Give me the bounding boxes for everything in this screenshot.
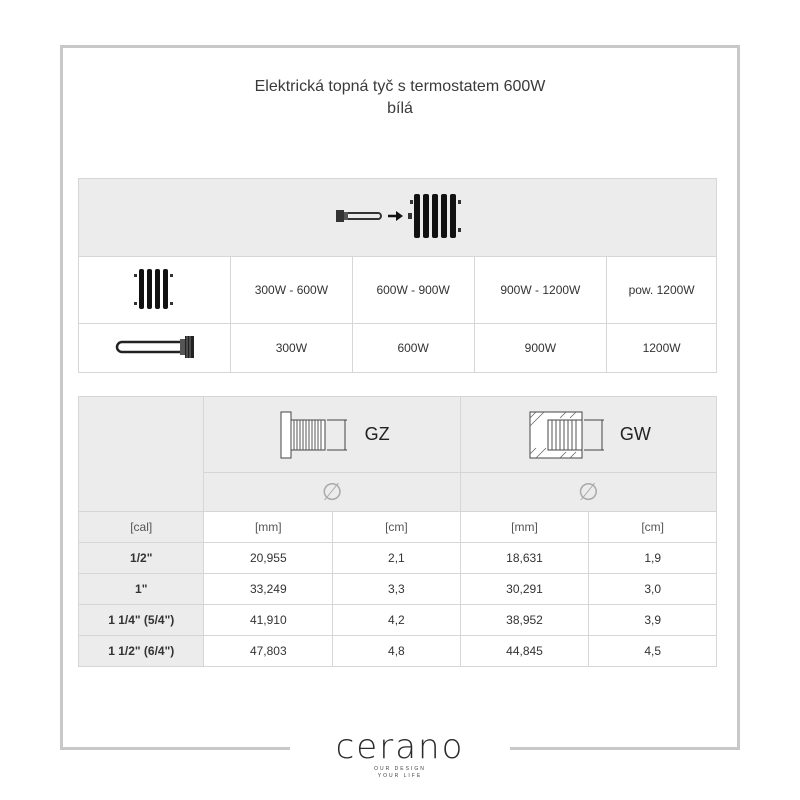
heater-power-3: 900W [474,324,607,373]
thread-table-corner [79,397,204,512]
radiator-icon-cell [79,257,231,324]
gz-mm-value: 47,803 [204,636,333,667]
row-size: 1" [79,574,204,605]
gz-mm-value: 33,249 [204,574,333,605]
product-title: Elektrická topná tyč s termostatem 600W [254,78,546,95]
product-color: bílá [387,100,413,117]
diameter-icon: ∅ [577,478,599,506]
gw-cm-value: 3,9 [589,605,717,636]
radiator-range-4: pow. 1200W [607,257,717,324]
thread-table [78,396,717,667]
row-size: 1 1/4" (5/4") [79,605,204,636]
unit-gz-mm: [mm] [204,512,333,543]
logo-tagline-1: OUR DESIGN [374,766,426,772]
gw-mm-value: 38,952 [460,605,589,636]
radiator-icon [130,266,180,312]
female-thread-gw-icon [526,410,610,460]
gz-mm-value: 20,955 [204,543,333,574]
gw-cm-value: 3,0 [589,574,717,605]
gw-mm-value: 44,845 [460,636,589,667]
gz-cm-value: 2,1 [333,543,461,574]
gz-header [204,397,460,473]
logo-tagline-2: YOUR LIFE [377,773,423,779]
row-size: 1 1/2" (6/4") [79,636,204,667]
power-table [78,178,717,373]
unit-cal: [cal] [79,512,204,543]
radiator-range-1: 300W - 600W [231,257,353,324]
row-size: 1/2" [79,543,204,574]
cerano-logo [300,728,500,780]
table-row [79,636,717,667]
gw-mm-value: 30,291 [460,574,589,605]
gz-cm-value: 4,8 [333,636,461,667]
table-row [79,605,717,636]
male-thread-gz-icon [275,410,355,460]
heater-power-1: 300W [231,324,353,373]
gz-cm-value: 4,2 [333,605,461,636]
power-table-header [79,179,717,257]
frame-bottom-right [510,747,740,750]
unit-gz-cm: [cm] [333,512,461,543]
logo-wordmark: cerano [335,727,465,767]
gw-label: GW [619,424,651,444]
gw-diameter-symbol [460,473,716,512]
table-row [79,543,717,574]
frame-bottom-left [60,747,290,750]
heater-power-4: 1200W [607,324,717,373]
gw-mm-value: 18,631 [460,543,589,574]
diameter-icon: ∅ [321,478,343,506]
gw-header [460,397,716,473]
gw-cm-value: 4,5 [589,636,717,667]
gz-mm-value: 41,910 [204,605,333,636]
radiator-range-3: 900W - 1200W [474,257,607,324]
radiator-range-2: 600W - 900W [352,257,474,324]
unit-gw-mm: [mm] [460,512,589,543]
heater-power-2: 600W [352,324,474,373]
gz-cm-value: 3,3 [333,574,461,605]
gz-label: GZ [364,424,390,444]
unit-gw-cm: [cm] [589,512,717,543]
gz-diameter-symbol [204,473,460,512]
heater-arrow-radiator-icon [328,186,468,246]
table-row [79,574,717,605]
heating-rod-icon [110,332,200,362]
gw-cm-value: 1,9 [589,543,717,574]
heating-rod-icon-cell [79,324,231,373]
